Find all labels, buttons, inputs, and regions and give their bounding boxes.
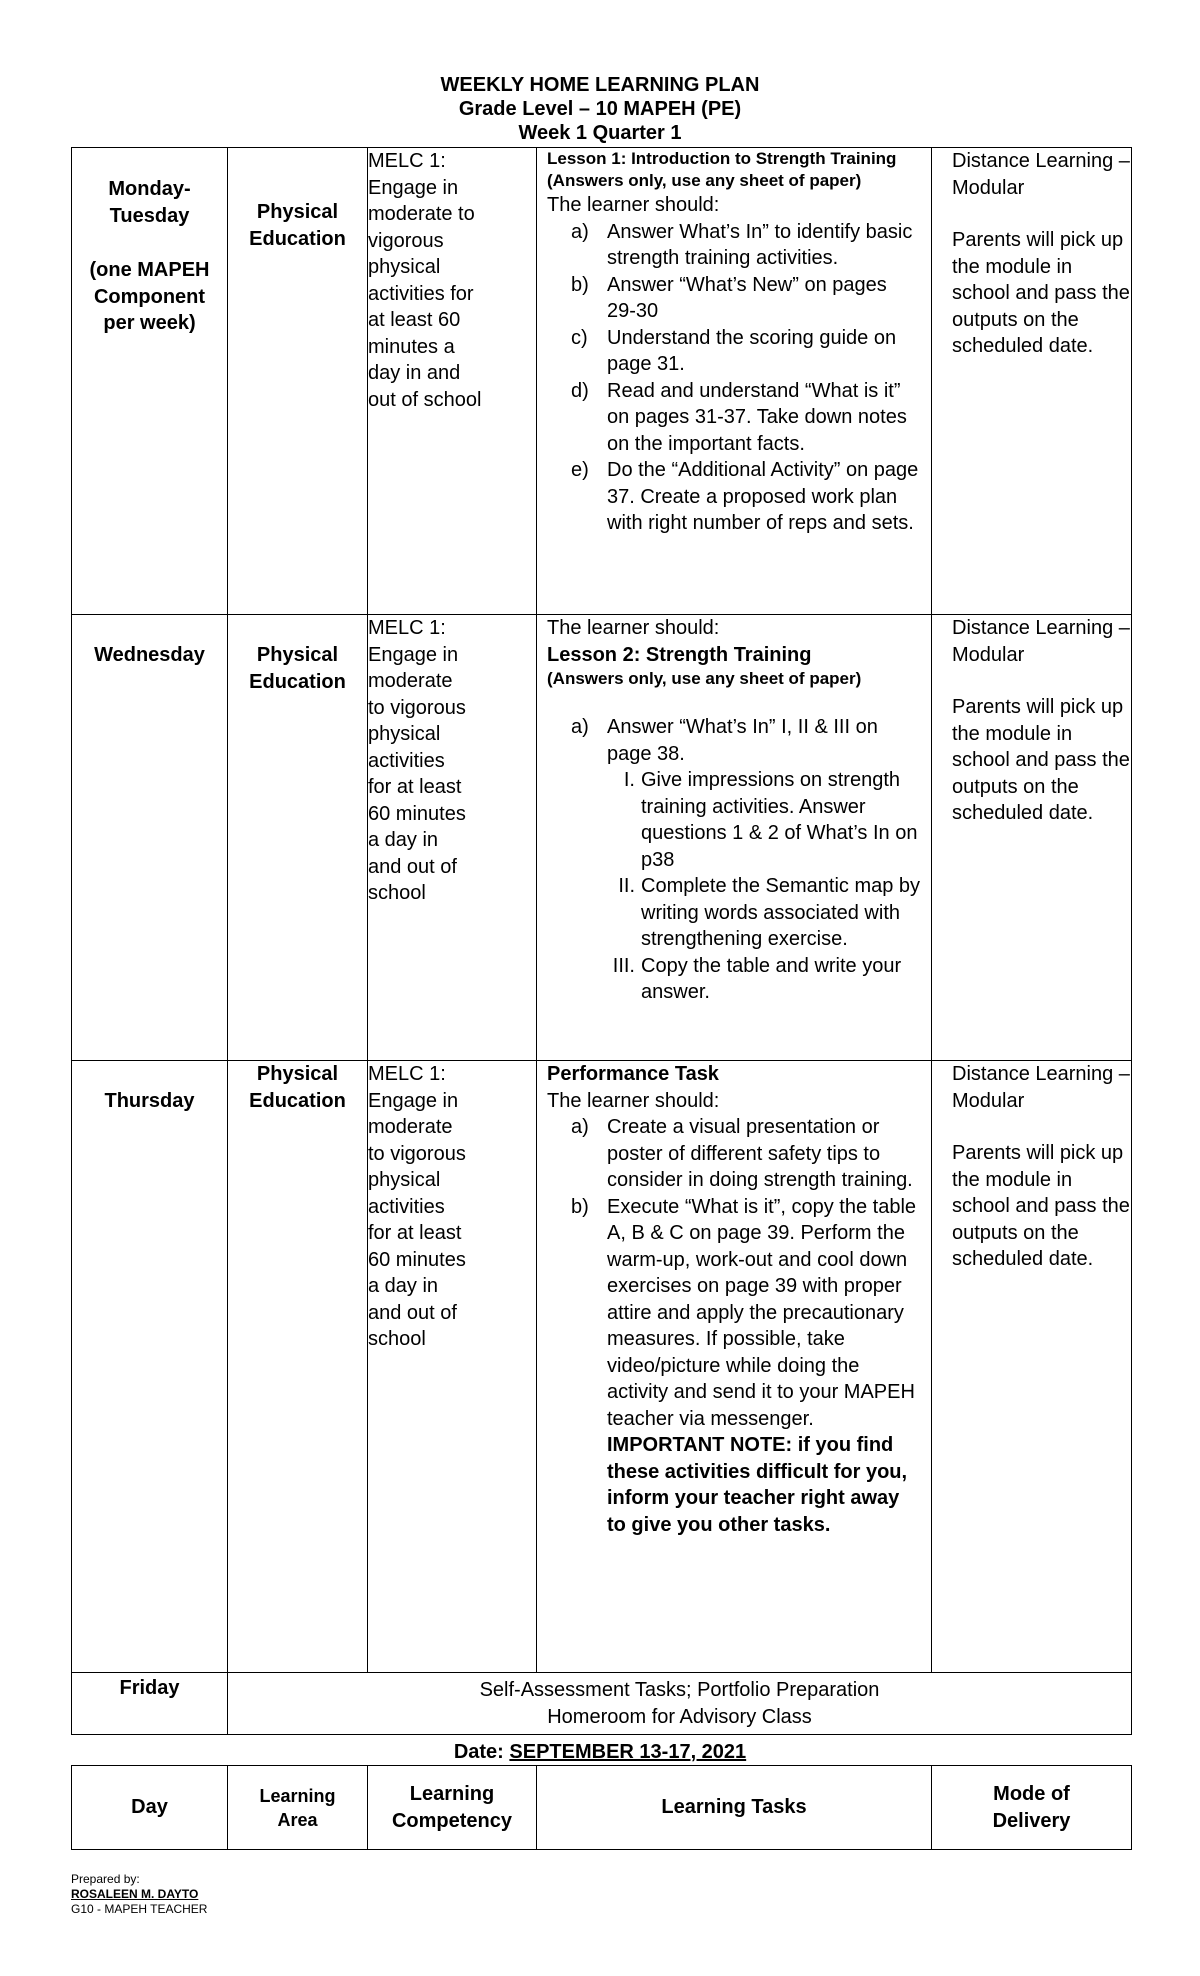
tasks-cell [537, 1061, 932, 1673]
grade-level: Grade Level – 10 MAPEH (PE) [458, 98, 742, 120]
answers-note: (Answers only, use any sheet of paper) [547, 171, 862, 190]
list-item: a) Answer “What’s In” I, II & III on page 38. [571, 716, 878, 765]
date-line [0, 1740, 1200, 1764]
mode-delivery: Distance Learning – Modular [952, 150, 1130, 199]
friday-activities [228, 1673, 1132, 1735]
day-name: Thursday [104, 1090, 195, 1112]
learner-intro: The learner should: [547, 194, 720, 216]
day-note: (one MAPEH Component per week) [89, 259, 210, 334]
column-header-table [71, 1765, 1132, 1850]
list-item: d) Read and understand “What is it” on pages 31-37. Take down notes on the important facts. [571, 379, 907, 455]
learning-area: Physical Education [249, 1063, 346, 1112]
competency-cell [368, 615, 537, 1061]
learning-plan-table [71, 147, 1132, 1735]
table-row-monday-tuesday [72, 148, 1132, 615]
performance-task-title: Performance Task [547, 1063, 719, 1085]
answers-note: (Answers only, use any sheet of paper) [547, 669, 862, 688]
list-item: b) Execute “What is it”, copy the table A, B & C on page 39. Perform the warm-up, work-out and cool down exercises on page 39 with proper attire and apply the precautionary measures. If possible, take video/picture while doing the activity and send it to your MAPEH teacher via messenger. [571, 1195, 917, 1430]
competency-cell [368, 148, 537, 615]
mode-note: Parents will pick up the module in school and pass the outputs on the scheduled date. [952, 229, 1130, 357]
task-list [547, 219, 921, 537]
tasks-cell [537, 148, 932, 615]
date-value: SEPTEMBER 13-17, 2021 [509, 1741, 747, 1763]
week-quarter: Week 1 Quarter 1 [518, 122, 682, 144]
list-item: II. Complete the Semantic map by writing words associated with strengthening exercise. [618, 875, 921, 950]
mode-cell [932, 615, 1132, 1061]
day-name: Friday [119, 1677, 180, 1699]
list-item: I. Give impressions on strength training activities. Answer questions 1 & 2 of What’s In on p38 [623, 769, 918, 871]
learning-area: Physical Education [249, 201, 346, 250]
day-name: Monday-Tuesday [108, 178, 191, 227]
plan-title: WEEKLY HOME LEARNING PLAN [440, 74, 760, 96]
lesson-title: Lesson 2: Strength Training [547, 643, 812, 666]
day-cell [72, 148, 228, 615]
column-header-day: Day [72, 1766, 228, 1850]
mode-note: Parents will pick up the module in school and pass the outputs on the scheduled date. [952, 1142, 1130, 1270]
important-note: IMPORTANT NOTE: if you find these activities difficult for you, inform your teacher right away to give you other tasks. [607, 1434, 908, 1536]
friday-line-1: Self-Assessment Tasks; Portfolio Preparation [479, 1679, 880, 1701]
mode-cell [932, 1061, 1132, 1673]
tasks-cell [537, 615, 932, 1061]
learning-area: Physical Education [249, 644, 346, 693]
friday-line-2: Homeroom for Advisory Class [547, 1705, 812, 1728]
learner-intro: The learner should: [547, 617, 720, 639]
prepared-by-label: Prepared by: [71, 1872, 140, 1886]
mode-cell [932, 148, 1132, 615]
area-cell [228, 1061, 368, 1673]
learner-intro: The learner should: [547, 1089, 720, 1112]
mode-note: Parents will pick up the module in school and pass the outputs on the scheduled date. [952, 696, 1130, 824]
table-row-friday [72, 1673, 1132, 1735]
column-header-mode: Mode of Delivery [932, 1766, 1132, 1850]
column-header-competency: Learning Competency [368, 1766, 537, 1850]
competency-text: MELC 1: Engage in moderate to vigorous physical activities for at least 60 minutes a day in and out of school [368, 1063, 466, 1350]
competency-text: MELC 1: Engage in moderate to vigorous physical activities for at least 60 minutes a day in and out of school [368, 617, 466, 904]
column-header-area: Learning Area [228, 1766, 368, 1850]
day-cell [72, 1673, 228, 1735]
list-item: III. Copy the table and write your answer. [612, 954, 902, 1003]
list-item: a) Answer What’s In” to identify basic strength training activities. [571, 220, 913, 269]
mode-delivery: Distance Learning – Modular [952, 617, 1130, 666]
table-row-thursday [72, 1061, 1132, 1673]
list-item: b) Answer “What’s New” on pages 29-30 [571, 273, 887, 322]
list-item: c) Understand the scoring guide on page 31. [571, 326, 897, 375]
competency-text: MELC 1: Engage in moderate to vigorous physical activities for at least 60 minutes a day in and out of school [368, 150, 482, 411]
area-cell [228, 615, 368, 1061]
teacher-name: ROSALEEN M. DAYTO [71, 1887, 199, 1901]
competency-cell [368, 1061, 537, 1673]
day-name: Wednesday [94, 644, 205, 666]
table-row-wednesday [72, 615, 1132, 1061]
lesson-title: Lesson 1: Introduction to Strength Training [547, 149, 897, 168]
date-label: Date: [453, 1741, 510, 1763]
area-cell [228, 148, 368, 615]
teacher-role: G10 - MAPEH TEACHER [71, 1902, 208, 1916]
day-cell [72, 615, 228, 1061]
list-item: a) Create a visual presentation or poster of different safety tips to consider in doing strength training. [571, 1116, 913, 1191]
day-cell [72, 1061, 228, 1673]
list-item: e) Do the “Additional Activity” on page 37. Create a proposed work plan with right number of reps and sets. [571, 459, 919, 534]
column-header-tasks: Learning Tasks [537, 1766, 932, 1850]
mode-delivery: Distance Learning – Modular [952, 1063, 1130, 1112]
